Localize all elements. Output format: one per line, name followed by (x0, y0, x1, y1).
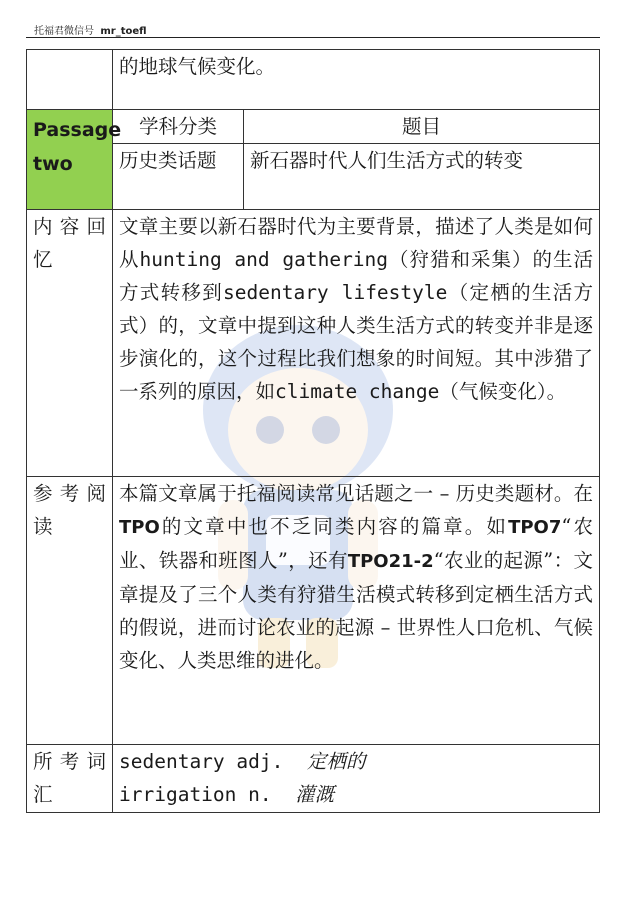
title-value: 新石器时代人们生活方式的转变 (244, 144, 600, 210)
header-label: 托福君微信号 (34, 26, 94, 37)
passage-label: Passage two (27, 110, 113, 210)
reference-label: 参考阅读 (27, 477, 113, 745)
recall-label: 内容回忆 (27, 210, 113, 477)
continuation-text: 的地球气候变化。 (113, 50, 600, 110)
recall-row (27, 210, 600, 477)
vocab-item: irrigation n. 灌溉 (119, 783, 335, 806)
vocab-list (113, 745, 600, 813)
topic-table (26, 49, 600, 813)
category-value: 历史类话题 (113, 144, 244, 210)
vocab-row (27, 745, 600, 813)
passage-info-row (27, 144, 600, 210)
category-header: 学科分类 (113, 110, 244, 144)
continuation-label-cell (27, 50, 113, 110)
reference-row (27, 477, 600, 745)
recall-text: 文章主要以新石器时代为主要背景，描述了人类是如何从hunting and gathering（狩猎和采集）的生活方式转移到sedentary lifestyle（定栖的生活方式）的，文章中提到这种人类生活方式的转变并非是逐步演化的，这个过程比我们想象的时间短。其中涉猎了一系列的原因，如climate change（气候变化）。 (113, 210, 600, 477)
vocab-label: 所考词汇 (27, 745, 113, 813)
title-header: 题目 (244, 110, 600, 144)
header-account (34, 22, 147, 37)
vocab-item: sedentary adj. 定栖的 (119, 750, 366, 773)
reference-text: 本篇文章属于托福阅读常见话题之一 – 历史类题材。在TPO的文章中也不乏同类内容的篇章。如TPO7“农业、铁器和班图人”，还有TPO21-2“农业的起源”：文章提及了三个人类有狩猎生活模式转移到定栖生活方式的假说，进而讨论农业的起源 – 世界性人口危机、气候变化、人类思维的进化。 (113, 477, 600, 745)
header-divider (26, 37, 600, 38)
header-account-id: mr_toefl (100, 26, 147, 37)
passage-header-row (27, 110, 600, 144)
continuation-row (27, 50, 600, 110)
